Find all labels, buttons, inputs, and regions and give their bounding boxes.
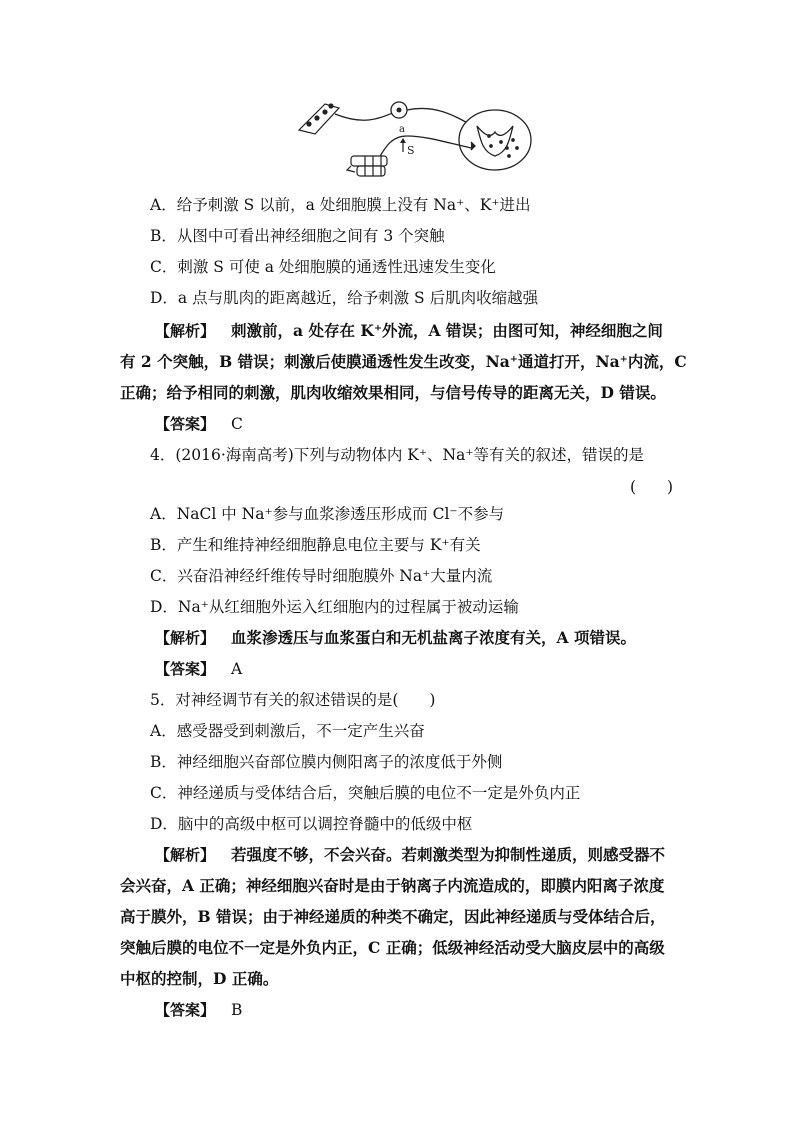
q4-analysis-text-1: 血浆渗透压与血浆蛋白和无机盐离子浓度有关，A 项错误。 xyxy=(231,628,636,647)
answer-tag: 【答案】 xyxy=(155,660,216,678)
label-a: a xyxy=(399,124,405,135)
receptor-icon xyxy=(299,104,339,134)
q3-analysis-line-3 xyxy=(120,382,666,404)
q5-option-a: A．感受器受到刺激后，不一定产生兴奋 xyxy=(150,722,425,740)
q5-analysis-text-4: 突触后膜的电位不一定是外负内正，C 正确；低级神经活动受大脑皮层中的高级 xyxy=(120,938,665,957)
q5-analysis-text-1: 若强度不够，不会兴奋。若刺激类型为抑制性递质，则感受器不 xyxy=(231,845,666,864)
q5-option-b: B．神经细胞兴奋部位膜内侧阳离子的浓度低于外侧 xyxy=(150,753,503,771)
q4-answer: A xyxy=(231,660,243,678)
analysis-tag: 【解析】 xyxy=(155,322,216,340)
q3-analysis-text-2: 有 2 个突触，B 错误；刺激后使膜通透性发生改变，Na⁺通道打开，Na⁺内流，C xyxy=(120,352,687,371)
reflex-arc-diagram xyxy=(295,96,555,188)
q3-answer-line xyxy=(155,413,695,435)
q4-stem: 4．(2016·海南高考)下列与动物体内 K⁺、Na⁺等有关的叙述，错误的是 xyxy=(150,446,645,464)
q4-option-d: D．Na⁺从红细胞外运入红细胞内的过程属于被动运输 xyxy=(150,598,519,616)
q4-analysis-line-1 xyxy=(155,627,695,649)
ganglion-icon xyxy=(391,102,407,118)
answer-tag: 【答案】 xyxy=(155,1001,216,1019)
label-s: S xyxy=(407,144,415,157)
q3-option-a: A．给予刺激 S 以前，a 处细胞膜上没有 Na⁺、K⁺进出 xyxy=(150,196,531,214)
q5-analysis-text-5: 中枢的控制，D 正确。 xyxy=(120,969,279,988)
analysis-tag: 【解析】 xyxy=(155,629,216,647)
afferent-nerve-2 xyxy=(407,108,473,126)
spinal-cord-icon xyxy=(459,110,531,170)
q4-answer-paren: ( ) xyxy=(630,478,674,496)
q3-analysis-text-1: 刺激前，a 处存在 K⁺外流，A 错误；由图可知，神经细胞之间 xyxy=(231,321,663,340)
efferent-nerve xyxy=(379,136,471,158)
q5-analysis-text-3: 高于膜外，B 错误；由于神经递质的种类不确定，因此神经递质与受体结合后， xyxy=(120,907,666,926)
afferent-nerve xyxy=(335,112,395,120)
q3-analysis-line-2 xyxy=(120,351,687,373)
q3-option-d: D．a 点与肌肉的距离越近，给予刺激 S 后肌肉收缩越强 xyxy=(150,289,539,307)
q4-option-b: B．产生和维持神经细胞静息电位主要与 K⁺有关 xyxy=(150,536,481,554)
q5-option-d: D．脑中的高级中枢可以调控脊髓中的低级中枢 xyxy=(150,815,473,833)
q3-option-b: B．从图中可看出神经细胞之间有 3 个突触 xyxy=(150,227,445,245)
q5-stem: 5．对神经调节有关的叙述错误的是( ) xyxy=(150,691,436,709)
q3-option-c: C．刺激 S 可使 a 处细胞膜的通透性迅速发生变化 xyxy=(150,258,496,276)
q5-analysis-line-3 xyxy=(120,906,666,928)
q5-analysis-text-2: 会兴奋，A 正确；神经细胞兴奋时是由于钠离子内流造成的，即膜内阳离子浓度 xyxy=(120,876,665,895)
q3-analysis-line-1 xyxy=(155,320,695,342)
q5-answer-line xyxy=(155,999,695,1021)
q5-analysis-line-5 xyxy=(120,968,660,990)
q5-analysis-line-1 xyxy=(155,844,695,866)
q3-analysis-text-3: 正确；给予相同的刺激，肌肉收缩效果相同，与信号传导的距离无关，D 错误。 xyxy=(120,383,666,402)
q5-analysis-line-4 xyxy=(120,937,665,959)
answer-tag: 【答案】 xyxy=(155,415,216,433)
q4-option-c: C．兴奋沿神经纤维传导时细胞膜外 Na⁺大量内流 xyxy=(150,567,493,585)
q5-answer: B xyxy=(231,1001,243,1019)
q5-analysis-line-2 xyxy=(120,875,665,897)
muscle-icon xyxy=(347,156,387,176)
q4-option-a: A．NaCl 中 Na⁺参与血浆渗透压形成而 Cl⁻不参与 xyxy=(150,505,505,523)
q3-answer: C xyxy=(231,415,243,433)
q4-answer-line xyxy=(155,658,695,680)
analysis-tag: 【解析】 xyxy=(155,846,216,864)
q5-option-c: C．神经递质与受体结合后，突触后膜的电位不一定是外负内正 xyxy=(150,784,581,802)
